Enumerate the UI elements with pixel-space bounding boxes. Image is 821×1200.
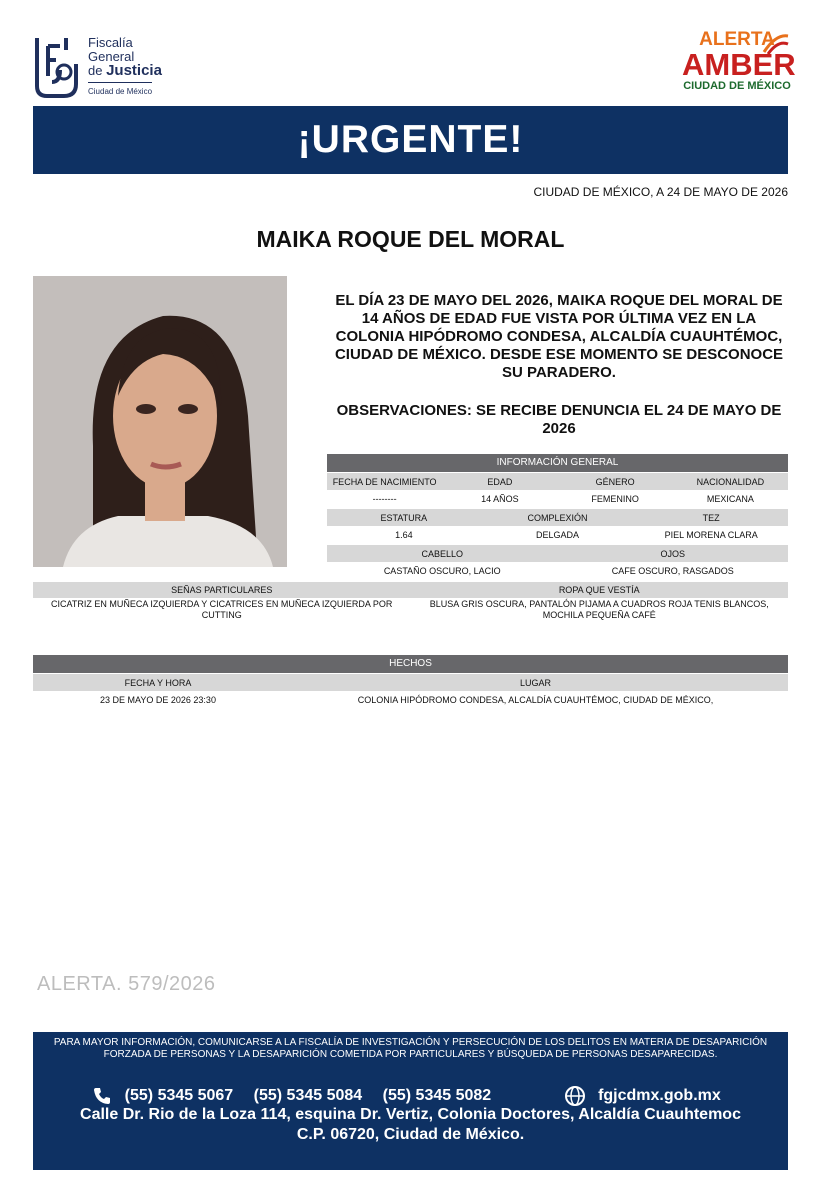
particulars-table [33,582,788,621]
footer-info-text: PARA MAYOR INFORMACIÓN, COMUNICARSE A LA FISCALÍA DE INVESTIGACIÓN Y PERSECUCIÓN DE LOS DELITOS EN MATERIA DE DESAPARICIÓN FORZADA DE PERSONAS Y LA DESAPARICIÓN COMETIDA POR PARTICULARES Y BÚSQUEDA DE PERSONAS DESAPARECIDAS. [53,1037,768,1060]
address-line-1: Calle Dr. Rio de la Loza 114, esquina Dr. Vertiz, Colonia Doctores, Alcaldía Cuauhtemoc [80,1106,741,1123]
value-gender: FEMENINO [591,494,639,504]
header-build: COMPLEXIÓN [527,512,588,523]
header-particular-signs: SEÑAS PARTICULARES [171,585,273,595]
fgj-line-1: Fiscalía [88,35,133,50]
table-row [33,582,788,598]
amber-wave-icon [762,30,790,56]
fgj-emblem-icon [34,36,80,100]
table-row [33,691,788,709]
alert-id: ALERTA. 579/2026 [37,973,216,995]
header-complexion: TEZ [702,512,720,523]
fgj-logo [34,34,174,102]
address-line-2: C.P. 06720, Ciudad de México. [296,1126,525,1143]
header-eyes: OJOS [660,548,685,559]
globe-icon [564,1085,586,1107]
amber-line-1: ALERTA [699,29,775,50]
urgent-banner: ¡URGENTE! [33,106,788,174]
table-row [327,490,788,508]
fgj-wordmark [88,36,162,99]
value-hair: CASTAÑO OSCURO, LACIO [383,566,501,576]
value-complexion: PIEL MORENA CLARA [664,530,758,540]
value-place: COLONIA HIPÓDROMO CONDESA, ALCALDÍA CUAUHTÉMOC, CIUDAD DE MÉXICO, [357,695,714,705]
phone-icon [92,1086,112,1106]
person-name: MAIKA ROQUE DEL MORAL [256,226,565,252]
value-age: 14 AÑOS [481,494,519,504]
date-line: CIUDAD DE MÉXICO, A 24 DE MAYO DE 2026 [533,185,788,199]
fgj-line-4: Ciudad de México [88,82,152,99]
header-age: EDAD [487,476,513,487]
fgj-line-2: General [88,49,135,64]
value-build: DELGADA [536,530,580,540]
header-height: ESTATURA [380,512,428,523]
header-place: LUGAR [519,677,551,688]
value-clothing: BLUSA GRIS OSCURA, PANTALÓN PIJAMA A CUADROS ROJA TENIS BLANCOS, MOCHILA PEQUEÑA CAFÉ [429,599,769,620]
value-height: 1.64 [395,530,413,540]
phone-number-2[interactable]: (55) 5345 5084 [253,1087,363,1105]
header-nationality: NACIONALIDAD [696,476,765,487]
general-info-table [327,454,788,580]
observations-text: OBSERVACIONES: SE RECIBE DENUNCIA EL 24 DE MAYO DE 2026 [336,402,782,437]
header-datetime: FECHA Y HORA [124,677,192,688]
header-birthdate: FECHA DE NACIMIENTO [332,476,437,487]
amber-line-3: CIUDAD DE MÉXICO [683,80,791,92]
alerta-amber-logo [682,29,796,102]
phone-number-1[interactable]: (55) 5345 5067 [124,1087,234,1105]
footer-contacts [33,1085,788,1107]
header-gender: GÉNERO [595,476,635,487]
portrait-image [33,276,287,567]
fgj-line-3a: de [88,63,107,78]
table-row [327,545,788,562]
table-row [327,562,788,580]
table-row [327,509,788,526]
value-datetime: 23 DE MAYO DE 2026 23:30 [100,695,216,705]
footer-address [33,1105,788,1145]
table-row [327,526,788,544]
value-eyes: CAFE OSCURO, RASGADOS [611,566,734,576]
header-hair: CABELLO [421,548,464,559]
table-row [33,598,788,621]
value-particular-signs: CICATRIZ EN MUÑECA IZQUIERDA Y CICATRICES EN MUÑECA IZQUIERDA POR CUTTING [51,599,393,620]
general-info-title: INFORMACIÓN GENERAL [327,454,788,472]
hechos-table [33,655,788,709]
value-birthdate: -------- [372,494,397,504]
table-row [33,674,788,691]
value-nationality: MEXICANA [706,494,754,504]
website-link[interactable]: fgjcdmx.gob.mx [598,1087,721,1105]
table-row [327,473,788,490]
person-photo [33,276,287,567]
header-clothing: ROPA QUE VESTÍA [558,585,640,595]
fgj-line-3b: Justicia [106,62,162,79]
phone-number-3[interactable]: (55) 5345 5082 [382,1087,492,1105]
hechos-title: HECHOS [33,655,788,673]
footer-panel [33,1032,788,1170]
description-text: EL DÍA 23 DE MAYO DEL 2026, MAIKA ROQUE DEL MORAL DE 14 AÑOS DE EDAD FUE VISTA POR ÚLTIMA VEZ EN LA COLONIA HIPÓDROMO CONDESA, ALCALDÍA CUAUHTÉMOC, CIUDAD DE MÉXICO. DESDE ESE MOMENTO SE DESCONOCE SU PARADERO. [334,292,784,381]
amber-line-2: AMBER [682,47,796,82]
